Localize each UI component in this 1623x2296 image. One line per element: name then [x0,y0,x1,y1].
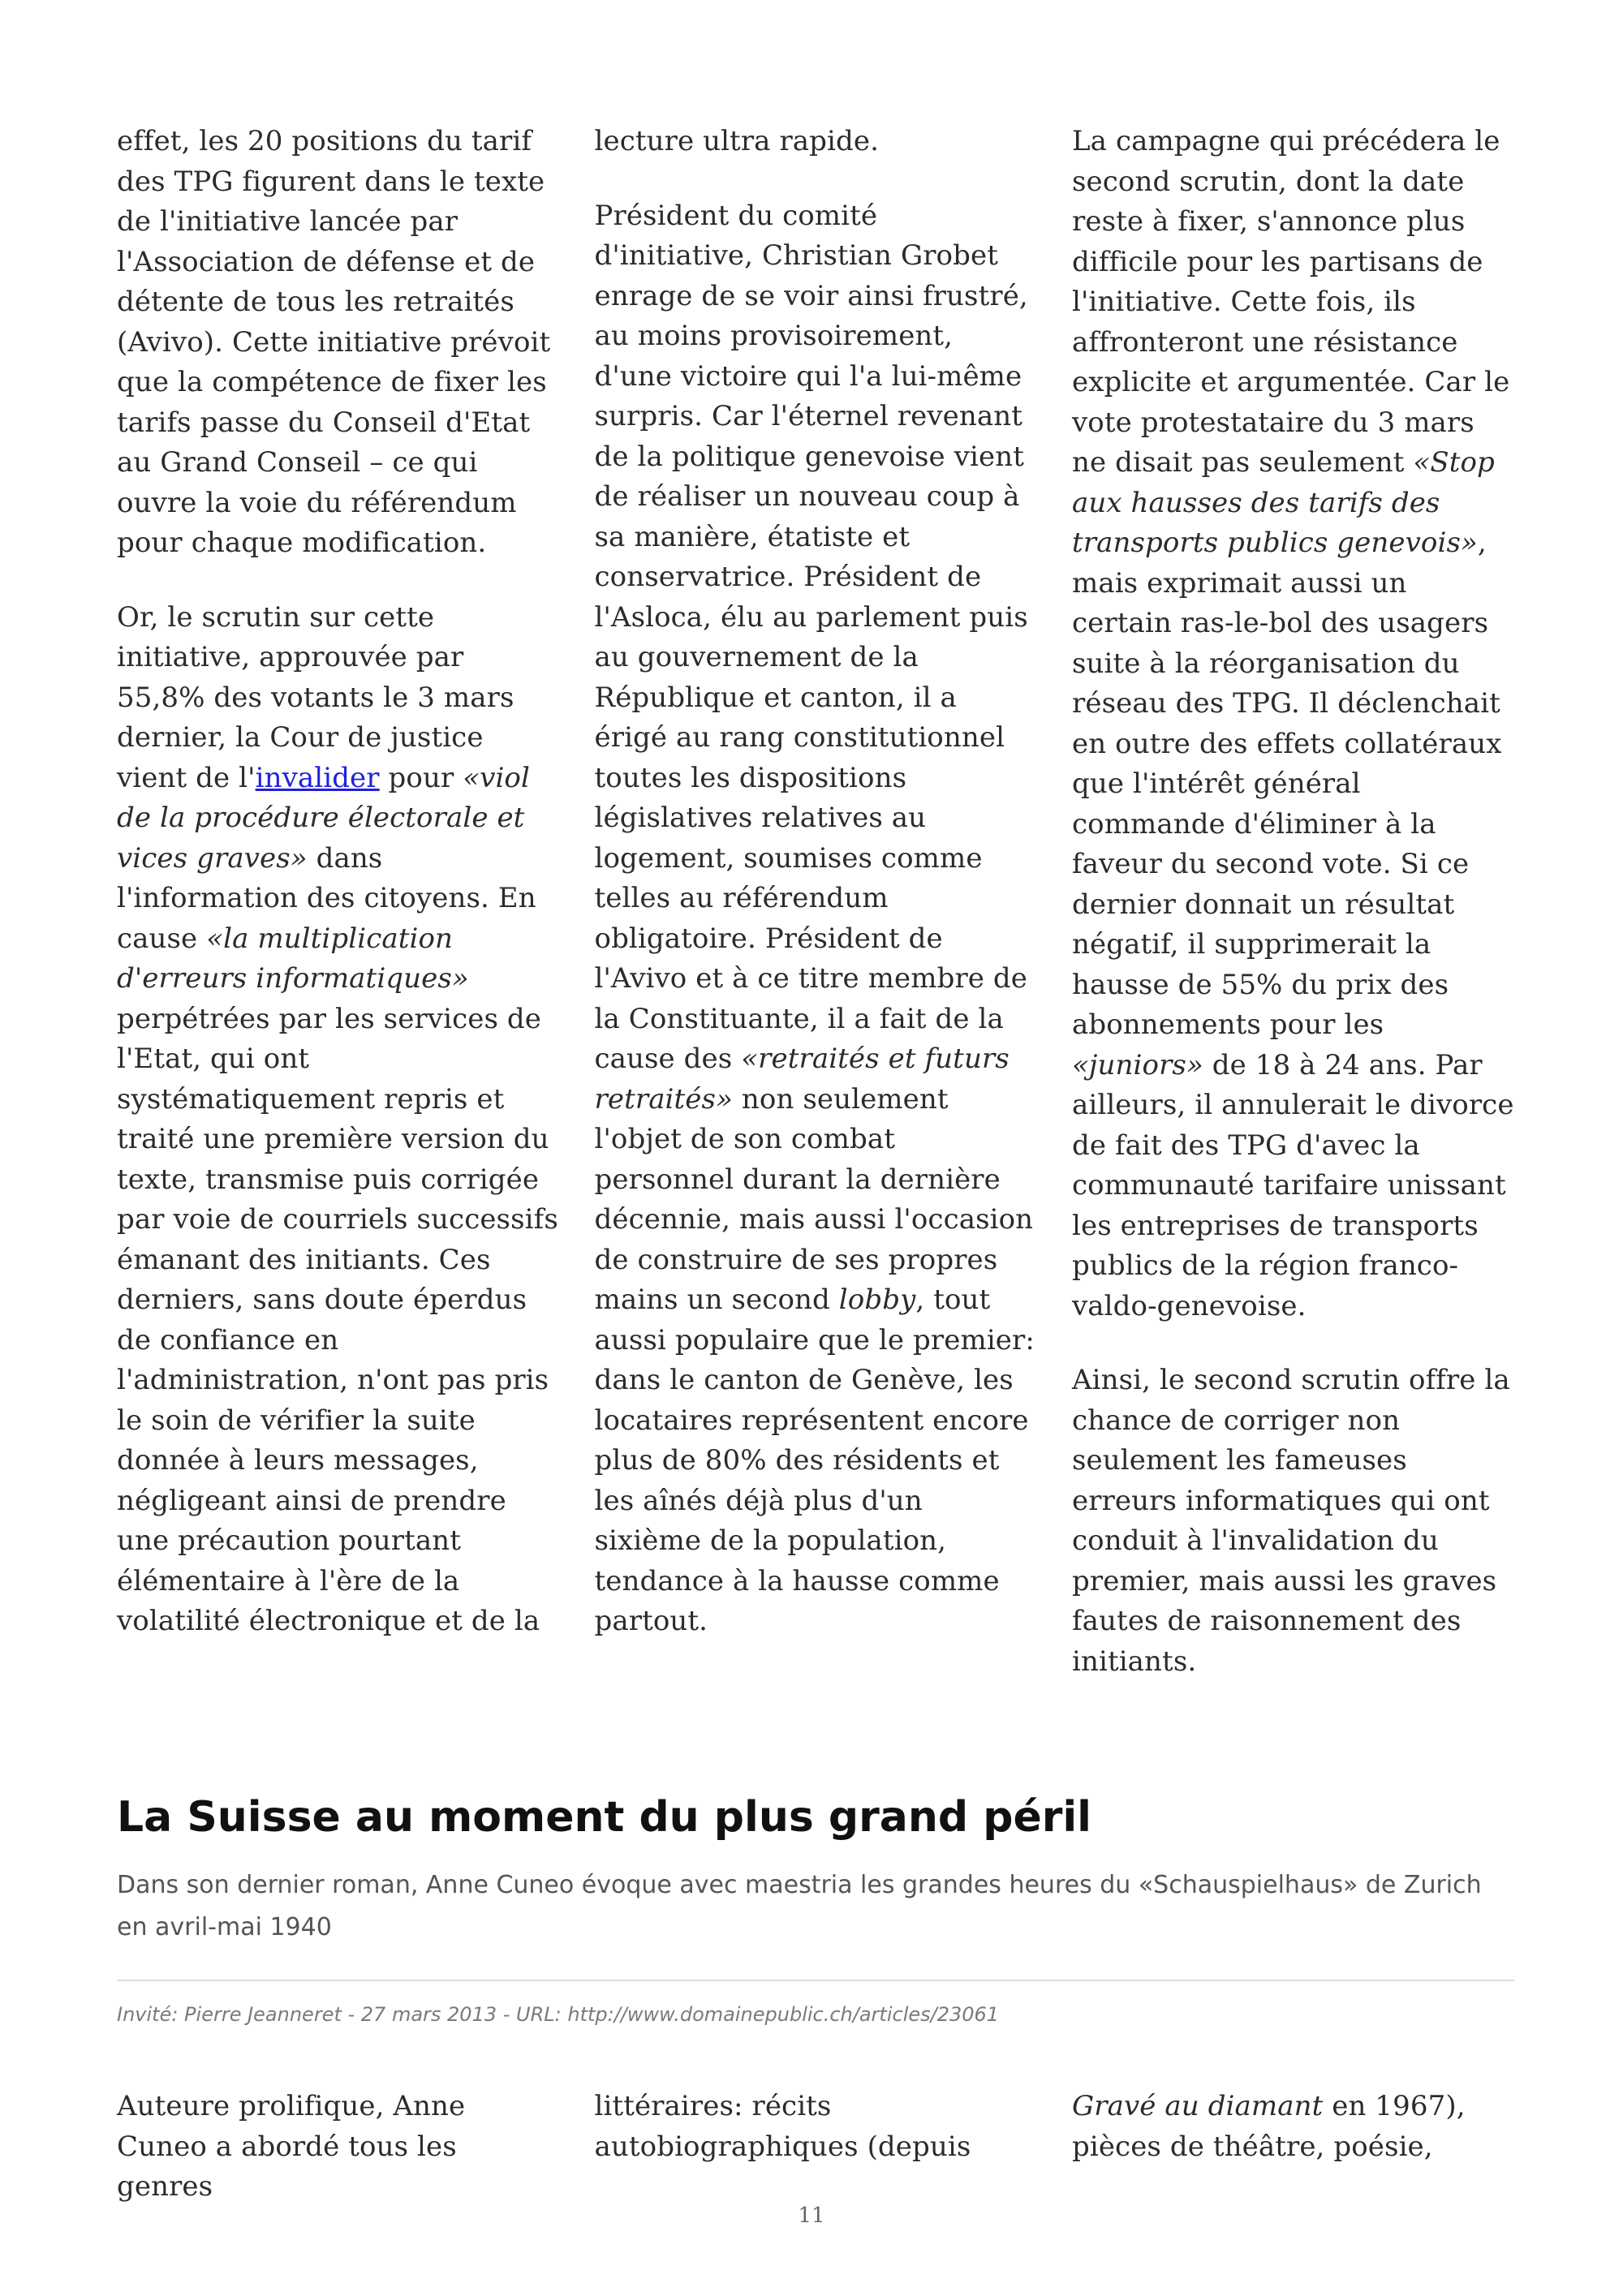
article-meta: Invité: Pierre Jeanneret - 27 mars 2013 - URL: http://www.domainepublic.ch/articles/23061 [117,2003,1000,2026]
top-columns [117,122,1514,1682]
column-2 [595,122,1037,1682]
paragraph: lecture ultra rapide. [594,125,880,157]
column-3: Gravé au diamant en 1967), pièces de théâtre, poésie, [1072,2090,1466,2163]
article-title: La Suisse au moment du plus grand péril [117,1793,1092,1842]
lobby-term: lobby [838,1283,916,1316]
paragraph: La campagne qui précédera le second scrutin, dont la date reste à fixer, s'annonce plus difficile pour les partisans de l'initiative. Cette fois, ils affronteront une résistance explicite et argumentée. Car le vote protestataire du 3 mars ne disait pas seulement «Stop aux hausses des tarifs des transports publics genevois», mais exprimait aussi un certain ras-le-bol des usagers suite à la réorganisation du réseau des TPG. Il déclenchait en outre des effets collatéraux que l'intérêt général commande d'éliminer à la faveur du second vote. Si ce dernier donnait un résultat négatif, il supprimerait la hausse de 55% du prix des abonnements pour les «juniors» de 18 à 24 ans. Par ailleurs, il annulerait le divorce de fait des TPG d'avec la communauté tarifaire unissant les entreprises de transports publics de la région franco-valdo-genevoise. [1072,125,1514,1322]
divider [117,1980,1514,1981]
bottom-columns [117,2087,1514,2208]
invalider-link[interactable]: invalider [255,761,380,794]
paragraph: effet, les 20 positions du tarif des TPG figurent dans le texte de l'initiative lancée par l'Association de défense et de détente de tous les retraités (Avivo). Cette initiative prévoit que la compétence de fixer les tarifs passe du Conseil d'Etat au Grand Conseil – ce qui ouvre la voie du référendum pour chaque modification. [117,125,551,559]
column-1 [117,122,559,1682]
book-title: Gravé au diamant [1072,2090,1324,2122]
quote: «la multiplication d'erreurs informatiques» [117,922,469,995]
quote: «juniors» [1072,1048,1203,1081]
column-2: littéraires: récits autobiographiques (depuis [594,2090,971,2163]
paragraph: Or, le scrutin sur cette initiative, approuvée par 55,8% des votants le 3 mars dernier, la Cour de justice vient de l'invalider pour «viol de la procédure électorale et vices graves» dans l'information des citoyens. En cause «la multiplication d'erreurs informatiques» perpétrées par les services de l'Etat, qui ont systématiquement repris et traité une première version du texte, transmise puis corrigée par voie de courriels successifs émanant des initiants. Ces derniers, sans doute éperdus de confiance en l'administration, n'ont pas pris le soin de vérifier la suite donnée à leurs messages, négligeant ainsi de prendre une précaution pourtant élémentaire à l'ère de la volatilité électronique et de la [117,600,558,1637]
paragraph: Président du comité d'initiative, Christian Grobet enrage de se voir ainsi frustré, au moins provisoirement, d'une victoire qui l'a lui-même surpris. Car l'éternel revenant de la politique genevoise vient de réaliser un nouveau coup à sa manière, étatiste et conservatrice. Président de l'Asloca, élu au parlement puis au gouvernement de la République et canton, il a érigé au rang constitutionnel toutes les dispositions législatives relatives au logement, soumises comme telles au référendum obligatoire. Président de l'Avivo et à ce titre membre de la Constituante, il a fait de la cause des «retraités et futurs retraités» non seulement l'objet de son combat personnel durant la dernière décennie, mais aussi l'occasion de construire de ses propres mains un second lobby, tout aussi populaire que le premier: dans le canton de Genève, les locataires représentent encore plus de 80% des résidents et les aînés déjà plus d'un sixième de la population, tendance à la hausse comme partout. [594,199,1035,1637]
column-1: Auteure prolifique, Anne Cuneo a abordé tous les genres [117,2090,466,2203]
page-number: 11 [798,2204,825,2228]
quote: «retraités et futurs retraités» [594,1043,1010,1116]
paragraph: Ainsi, le second scrutin offre la chance de corriger non seulement les fameuses erreurs informatiques qui ont conduit à l'invalidation du premier, mais aussi les graves fautes de raisonnement des initiants. [1072,1364,1510,1678]
article-subtitle: Dans son dernier roman, Anne Cuneo évoque avec maestria les grandes heures du «Schauspielhaus» de Zurich en avril-mai 1940 [117,1871,1482,1941]
quote: «Stop aux hausses des tarifs des transports publics genevois» [1072,446,1495,559]
quote: «viol de la procédure électorale et vices graves» [117,761,530,875]
column-3 [1072,122,1514,1682]
